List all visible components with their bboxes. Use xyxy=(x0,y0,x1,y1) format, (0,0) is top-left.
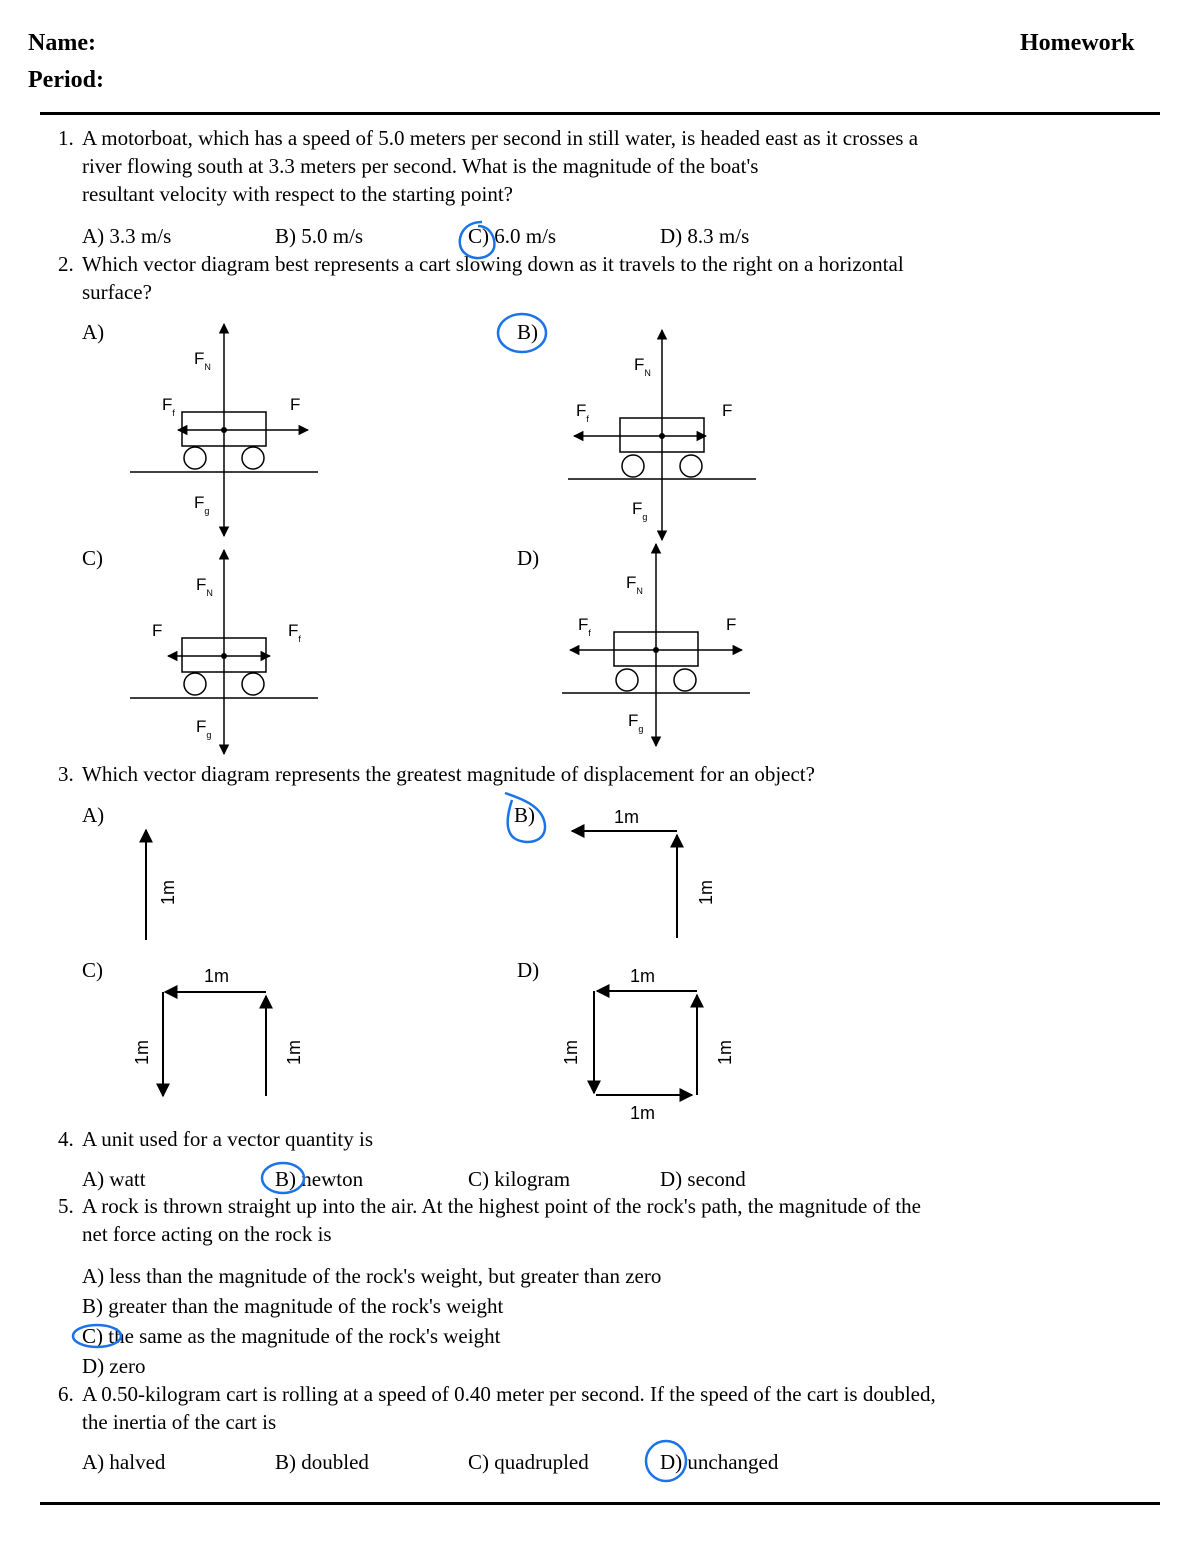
bottom-rule xyxy=(40,1502,1160,1505)
name-label: Name: xyxy=(28,30,96,56)
q1-line-2: river flowing south at 3.3 meters per second. What is the magnitude of the boat's xyxy=(82,154,759,178)
q2b-fn-label: F xyxy=(634,355,645,374)
q6-option-d[interactable]: D) unchanged xyxy=(660,1450,779,1474)
q4-option-c[interactable]: C) kilogram xyxy=(468,1167,571,1191)
q5-option-b[interactable]: B) greater than the magnitude of the rock's weight xyxy=(82,1294,504,1318)
q6-option-c[interactable]: C) quadrupled xyxy=(468,1450,589,1474)
q2a-f-label: F xyxy=(290,395,301,414)
q2a-ff-label: F xyxy=(162,395,173,414)
q6-line-1: A 0.50-kilogram cart is rolling at a speed of 0.40 meter per second. If the speed of the cart is doubled, xyxy=(82,1382,936,1406)
q3-option-c[interactable]: C) xyxy=(82,958,103,982)
q6-number: 6. xyxy=(58,1382,74,1406)
q2c-f-label: F xyxy=(152,621,163,640)
q3c-label-right: 1m xyxy=(284,1039,304,1065)
q3-number: 3. xyxy=(58,762,74,786)
q1-line-3: resultant velocity with respect to the starting point? xyxy=(82,182,513,206)
q3-option-d[interactable]: D) xyxy=(517,958,540,982)
q1-line-1: A motorboat, which has a speed of 5.0 meters per second in still water, is headed east as it crosses a xyxy=(82,126,919,150)
q2d-fn-label: F xyxy=(626,573,637,592)
q3c-label-left: 1m xyxy=(132,1039,152,1065)
q2d-fg-sub: g xyxy=(638,724,644,734)
q2c-fg-sub: g xyxy=(206,730,212,740)
q3-option-a[interactable]: A) xyxy=(82,803,105,827)
q3a-label: 1m xyxy=(158,879,178,905)
q2-option-d[interactable]: D) xyxy=(517,546,540,570)
q5-option-c[interactable]: C) the same as the magnitude of the rock's weight xyxy=(82,1324,501,1348)
q1-option-b[interactable]: B) 5.0 m/s xyxy=(275,224,364,248)
q3b-label-top: 1m xyxy=(614,807,640,827)
q1-option-c[interactable]: C) 6.0 m/s xyxy=(468,224,557,248)
q5-number: 5. xyxy=(58,1194,74,1218)
q4-line-1: A unit used for a vector quantity is xyxy=(82,1127,374,1151)
q2b-fg-sub: g xyxy=(642,512,648,522)
q5-line-2: net force acting on the rock is xyxy=(82,1222,332,1246)
q3d-label-bottom: 1m xyxy=(630,1103,656,1123)
q2c-fn-sub: N xyxy=(206,588,213,598)
q2-line-1: Which vector diagram best represents a cart slowing down as it travels to the right on a horizontal xyxy=(82,252,904,276)
q2-option-a[interactable]: A) xyxy=(82,320,105,344)
q5-line-1: A rock is thrown straight up into the air. At the highest point of the rock's path, the magnitude of the xyxy=(82,1194,921,1218)
q1-option-d[interactable]: D) 8.3 m/s xyxy=(660,224,750,248)
q5-option-a[interactable]: A) less than the magnitude of the rock's weight, but greater than zero xyxy=(82,1264,662,1288)
q2d-fg-label: F xyxy=(628,711,639,730)
q1-number: 1. xyxy=(58,126,74,150)
q2a-fg-label: F xyxy=(194,493,205,512)
q2b-ff-label: F xyxy=(576,401,587,420)
q2-line-2: surface? xyxy=(82,280,152,304)
q1-option-a[interactable]: A) 3.3 m/s xyxy=(82,224,172,248)
q2b-fn-sub: N xyxy=(644,368,651,378)
page-title: Homework xyxy=(1020,30,1135,56)
q3-option-b[interactable]: B) xyxy=(514,803,535,827)
q2-number: 2. xyxy=(58,252,74,276)
q3b-label-side: 1m xyxy=(696,879,716,905)
q3d-label-top: 1m xyxy=(630,966,656,986)
q6-option-a[interactable]: A) halved xyxy=(82,1450,166,1474)
q4-option-b[interactable]: B) newton xyxy=(275,1167,364,1191)
q2a-fn-sub: N xyxy=(204,362,211,372)
q2b-ff-sub: f xyxy=(586,414,589,424)
q2d-f-label: F xyxy=(726,615,737,634)
q4-option-d[interactable]: D) second xyxy=(660,1167,746,1191)
q4-number: 4. xyxy=(58,1127,74,1151)
q3d-label-right: 1m xyxy=(715,1039,735,1065)
q3d-label-left: 1m xyxy=(561,1039,581,1065)
q2a-fn-label: F xyxy=(194,349,205,368)
q4-option-a[interactable]: A) watt xyxy=(82,1167,146,1191)
q2d-ff-sub: f xyxy=(588,628,591,638)
q2-option-c[interactable]: C) xyxy=(82,546,103,570)
q2c-ff-sub: f xyxy=(298,634,301,644)
q3c-label-top: 1m xyxy=(204,966,230,986)
q5-option-d[interactable]: D) zero xyxy=(82,1354,146,1378)
q6-option-b[interactable]: B) doubled xyxy=(275,1450,369,1474)
q3-line-1: Which vector diagram represents the greatest magnitude of displacement for an object? xyxy=(82,762,815,786)
q6-line-2: the inertia of the cart is xyxy=(82,1410,277,1434)
q2c-fg-label: F xyxy=(196,717,207,736)
q2a-ff-sub: f xyxy=(172,408,175,418)
q2b-fg-label: F xyxy=(632,499,643,518)
q2a-fg-sub: g xyxy=(204,506,210,516)
period-label: Period: xyxy=(28,67,104,93)
q2c-fn-label: F xyxy=(196,575,207,594)
q2c-ff-label: F xyxy=(288,621,299,640)
q2b-f-label: F xyxy=(722,401,733,420)
q2-option-b[interactable]: B) xyxy=(517,320,538,344)
q2d-ff-label: F xyxy=(578,615,589,634)
q2d-fn-sub: N xyxy=(636,586,643,596)
